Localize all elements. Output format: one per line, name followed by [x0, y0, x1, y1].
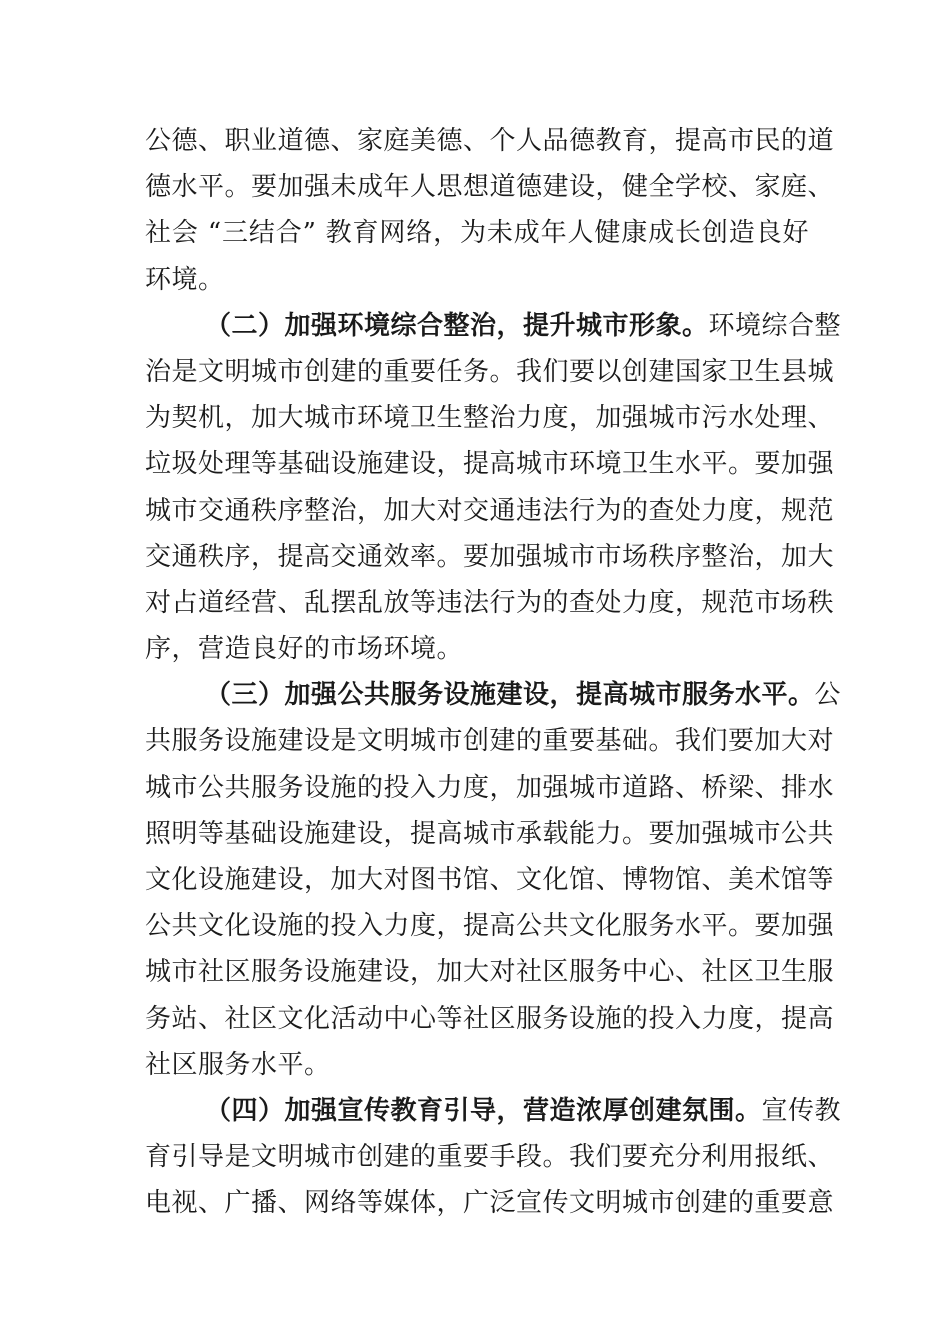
text-line: 社会 “三结合” 教育网络，为未成年人健康成长创造良好: [145, 218, 809, 249]
text-line: 城市公共服务设施的投入力度，加强城市道路、桥梁、排水: [145, 772, 835, 803]
text-line: 交通秩序，提高交通效率。要加强城市市场秩序整治，加大: [145, 541, 835, 572]
paragraph-publicity: [145, 1088, 842, 1227]
paragraph-moral-education: [145, 118, 835, 303]
text-line: 社区服务水平。: [145, 1049, 331, 1080]
document-body: [145, 118, 842, 1227]
text-line: 务站、社区文化活动中心等社区服务设施的投入力度，提高: [145, 1003, 835, 1034]
text-line: 育引导是文明城市创建的重要手段。我们要充分利用报纸、: [145, 1142, 835, 1173]
text-line: 公共文化设施的投入力度，提高公共文化服务水平。要加强: [145, 911, 835, 942]
text-run: 公: [814, 680, 842, 711]
text-line: 公德、职业道德、家庭美德、个人品德教育，提高市民的道: [145, 126, 835, 156]
text-line: 治是文明城市创建的重要任务。我们要以创建国家卫生县城: [145, 356, 835, 387]
text-line: 环境。: [145, 264, 225, 295]
text-line: [145, 303, 842, 349]
text-line: 对占道经营、乱摆乱放等违法行为的查处力度，规范市场秩: [145, 587, 835, 618]
text-line: 文化设施建设，加大对图书馆、文化馆、博物馆、美术馆等: [145, 865, 835, 895]
text-line: [145, 672, 842, 718]
text-line: 共服务设施建设是文明城市创建的重要基础。我们要加大对: [145, 726, 835, 757]
text-line: 德水平。要加强未成年人思想道德建设，健全学校、家庭、: [145, 172, 835, 203]
text-line: [145, 1088, 842, 1134]
text-line: 城市交通秩序整治，加大对交通违法行为的查处力度，规范: [145, 495, 835, 526]
text-line: 照明等基础设施建设，提高城市承载能力。要加强城市公共: [145, 818, 835, 849]
text-line: 电视、广播、网络等媒体，广泛宣传文明城市创建的重要意: [145, 1188, 835, 1219]
paragraph-environment: [145, 303, 842, 673]
text-line: 垃圾处理等基础设施建设，提高城市环境卫生水平。要加强: [145, 449, 835, 480]
text-run: 宣传教: [761, 1095, 842, 1126]
section-heading-publicity: （四）加强宣传教育引导，营造浓厚创建氛围。: [205, 1095, 762, 1126]
text-line: 城市社区服务设施建设，加大对社区服务中心、社区卫生服: [145, 957, 835, 988]
text-run: 环境综合整: [708, 310, 842, 341]
text-line: 为契机，加大城市环境卫生整治力度，加强城市污水处理、: [145, 403, 835, 434]
section-heading-environment: （二）加强环境综合整治，提升城市形象。: [205, 310, 709, 341]
text-line: 序，营造良好的市场环境。: [145, 634, 464, 665]
section-heading-public-services: （三）加强公共服务设施建设，提高城市服务水平。: [205, 680, 815, 711]
paragraph-public-services: [145, 672, 842, 1088]
